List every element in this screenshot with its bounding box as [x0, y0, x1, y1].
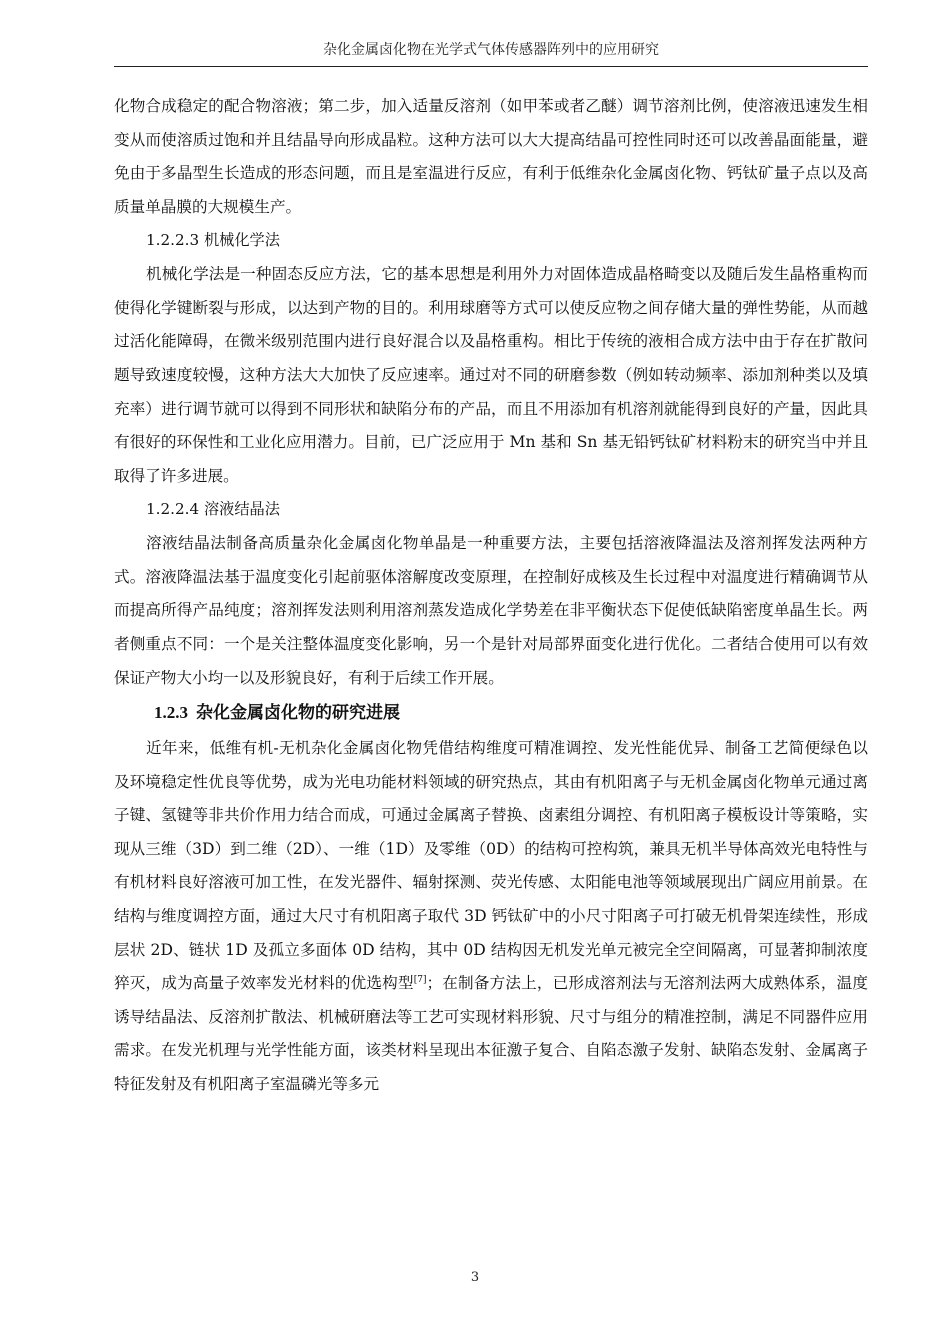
paragraph-mechanochemical: 机械化学法是一种固态反应方法，它的基本思想是利用外力对固体造成晶格畸变以及随后发生晶格重构而使得化学键断裂与形成，以达到产物的目的。利用球磨等方式可以使反应物之间存储大量的弹性势能，从而越过活化能障碍，在微米级别范围内进行良好混合以及晶格重构。相比于传统的液相合成方法中由于存在扩散问题导致速度较慢，这种方法大大加快了反应速率。通过对不同的研磨参数（例如转动频率、添加剂种类以及填充率）进行调节就可以得到不同形状和缺陷分布的产品，而且不用添加有机溶剂就能得到良好的产量，因此具有很好的环保性和工业化应用潜力。目前，已广泛应用于 Mn 基和 Sn 基无铅钙钛矿材料粉末的研究当中并且取得了许多进展。 — [114, 265, 868, 485]
paragraph-continuation: 化物合成稳定的配合物溶液；第二步，加入适量反溶剂（如甲苯或者乙醚）调节溶剂比例，使溶液迅速发生相变从而使溶质过饱和并且结晶导向形成晶粒。这种方法可以大大提高结晶可控性同时还可以改善晶面能量，避免由于多晶型生长造成的形态问题，而且是室温进行反应，有利于低维杂化金属卤化物、钙钛矿量子点以及高质量单晶膜的大规模生产。 — [114, 97, 868, 216]
text-part-b: ；在制备方法上，已形成溶剂法与无溶剂法两大成熟体系，温度诱导结晶法、反溶剂扩散法、机械研磨法等工艺可实现材料形貌、尺寸与组分的精准控制，满足不同器件应用需求。在发光机理与光学性能方面，该类材料呈现出本征激子复合、自陷态激子发射、缺陷态发射、金属离子特征发射及有机阳离子室温磷光等多元 — [114, 974, 868, 1094]
header-rule — [114, 66, 868, 67]
section-heading-1-2-2-3: 1.2.2.3 机械化学法 — [146, 231, 280, 250]
citation-ref[interactable]: [7] — [413, 975, 427, 986]
section-heading-1-2-2-4: 1.2.2.4 溶液结晶法 — [146, 500, 280, 519]
section-title: 杂化金属卤化物的研究进展 — [196, 703, 400, 724]
text-part-a: 近年来，低维有机-无机杂化金属卤化物凭借结构维度可精准调控、发光性能优异、制备工艺简便绿色以及环境稳定性优良等优势，成为光电功能材料领域的研究热点，其由有机阳离子与无机金属卤化物单元通过离子键、氢键等非共价作用力结合而成，可通过金属离子替换、卤素组分调控、有机阳离子模板设计等策略，实现从三维（3D）到二维（2D）、一维（1D）及零维（0D）的结构可控构筑，兼具无机半导体高效光电特性与有机材料良好溶液可加工性，在发光器件、辐射探测、荧光传感、太阳能电池等领域展现出广阔应用前景。在结构与维度调控方面，通过大尺寸有机阳离子取代 3D 钙钛矿中的小尺寸阳离子可打破无机骨架连续性，形成层状 2D、链状 1D 及孤立多面体 0D 结构，其中 0D 结构因无机发光单元被完全空间隔离，可显著抑制浓度猝灭，成为高量子效率发光材料的优选构型 — [114, 739, 868, 993]
section-number: 1.2.3 — [154, 703, 188, 723]
running-header: 杂化金属卤化物在光学式气体传感器阵列中的应用研究 — [323, 42, 659, 58]
page-number: 3 — [470, 1270, 480, 1285]
paragraph-solution-crystallization: 溶液结晶法制备高质量杂化金属卤化物单晶是一种重要方法，主要包括溶液降温法及溶剂挥发法两种方式。溶液降温法基于温度变化引起前驱体溶解度改变原理，在控制好成核及生长过程中对温度进行精确调节从而提高所得产品纯度；溶剂挥发法则利用溶剂蒸发造成化学势差在非平衡状态下促使低缺陷密度单晶生长。两者侧重点不同：一个是关注整体温度变化影响，另一个是针对局部界面变化进行优化。二者结合使用可以有效保证产物大小均一以及形貌良好，有利于后续工作开展。 — [114, 534, 868, 687]
section-heading-1-2-3 — [114, 698, 868, 728]
paragraph-research-progress — [114, 732, 868, 1102]
page-body — [114, 90, 868, 1102]
